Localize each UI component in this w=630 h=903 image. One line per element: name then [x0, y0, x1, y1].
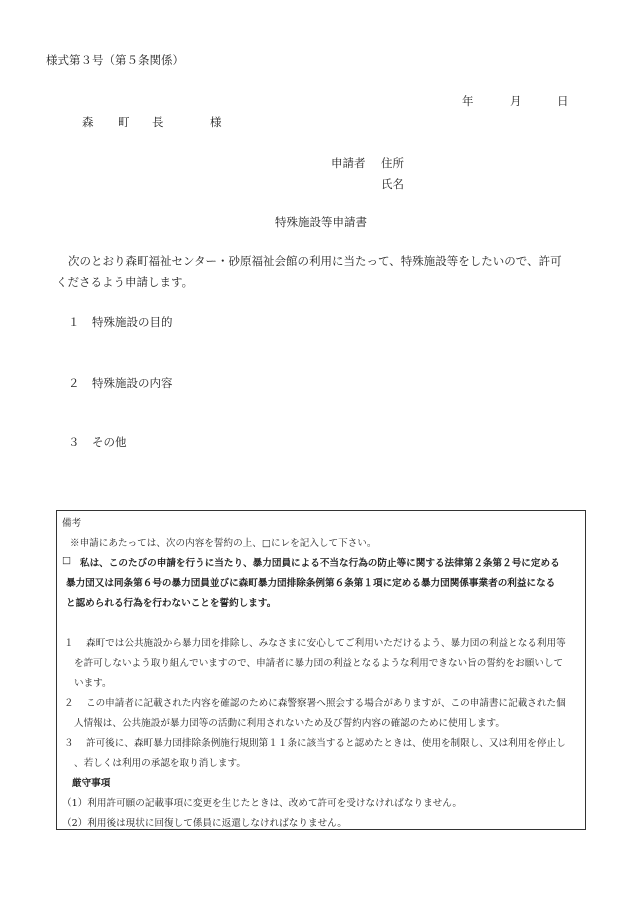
item-label-purpose: 特殊施設の目的 [92, 315, 173, 329]
note-3-line-1: 許可後に、森町暴力団排除条例施行規則第１１条に該当すると認めたときは、使用を制限し、又は利用を停止し [86, 738, 566, 749]
addressee-char-1: 森 [82, 115, 94, 129]
addressee-char-2: 町 [118, 115, 130, 129]
compliance-item-1: （1）利用許可願の記載事項に変更を生じたときは、改めて許可を受けなければなりません。 [62, 798, 463, 809]
intro-line-2: くださるよう申請します。 [56, 275, 194, 289]
date-year-label: 年 [462, 94, 474, 108]
addressee-char-3: 長 [152, 115, 164, 129]
pledge-line-3: と認められる行為を行わないことを誓約します。 [66, 598, 277, 609]
note-2-line-2: 人情報は、公共施設が暴力団等の活動に利用されないため及び誓約内容の確認のために使用します。 [74, 718, 505, 729]
note-2-line-1: この申請者に記載された内容を確認のために森警察署へ照会する場合がありますが、この申請書に記載された個 [86, 698, 566, 709]
compliance-item-2: （2）利用後は現状に回復して係員に返還しなければなりません。 [62, 818, 347, 829]
item-label-other: その他 [92, 435, 127, 449]
addressee-honorific: 様 [210, 115, 222, 129]
pledge-checkbox[interactable]: □ [62, 555, 72, 566]
pledge-line-2: 暴力団又は同条第６号の暴力団員並びに森町暴力団排除条例第６条第１項に定める暴力団関係事業者の利益になる [66, 578, 556, 589]
item-number: ３ [68, 435, 80, 449]
form-number: 様式第３号（第５条関係） [46, 53, 184, 67]
date-day-label: 日 [557, 94, 569, 108]
remarks-instruction: ※申請にあたっては、次の内容を誓約の上、□にレを記入して下さい。 [70, 538, 377, 549]
note-number: ３ [64, 738, 74, 749]
note-1-line-1: 森町では公共施設から暴力団を排除し、みなさまに安心してご利用いただけるよう、暴力団の利益となる利用等 [86, 638, 566, 649]
compliance-heading: 厳守事項 [72, 778, 111, 789]
item-label-content: 特殊施設の内容 [92, 376, 173, 390]
item-number: ２ [68, 376, 80, 390]
note-1-line-3: います。 [74, 678, 112, 689]
document-title: 特殊施設等申請書 [275, 215, 367, 229]
applicant-name-label: 氏名 [381, 177, 404, 191]
date-month-label: 月 [510, 94, 522, 108]
pledge-line-1: 私は、このたびの申請を行うに当たり、暴力団員による不当な行為の防止等に関する法律第２条第２号に定める [80, 558, 560, 569]
note-number: １ [64, 638, 74, 649]
note-3-line-2: 、若しくは利用の承認を取り消します。 [74, 758, 246, 769]
note-1-line-2: を許可しないよう取り組んでいますので、申請者に暴力団の利益となるような利用できない旨の誓約をお願いして [74, 658, 564, 669]
applicant-address-label: 住所 [381, 156, 404, 170]
remarks-heading: 備考 [62, 518, 82, 529]
intro-line-1: 次のとおり森町福祉センター・砂原福祉会館の利用に当たって、特殊施設等をしたいので、許可 [68, 254, 562, 268]
item-number: １ [68, 315, 80, 329]
note-number: ２ [64, 698, 74, 709]
applicant-label: 申請者 [331, 156, 366, 170]
